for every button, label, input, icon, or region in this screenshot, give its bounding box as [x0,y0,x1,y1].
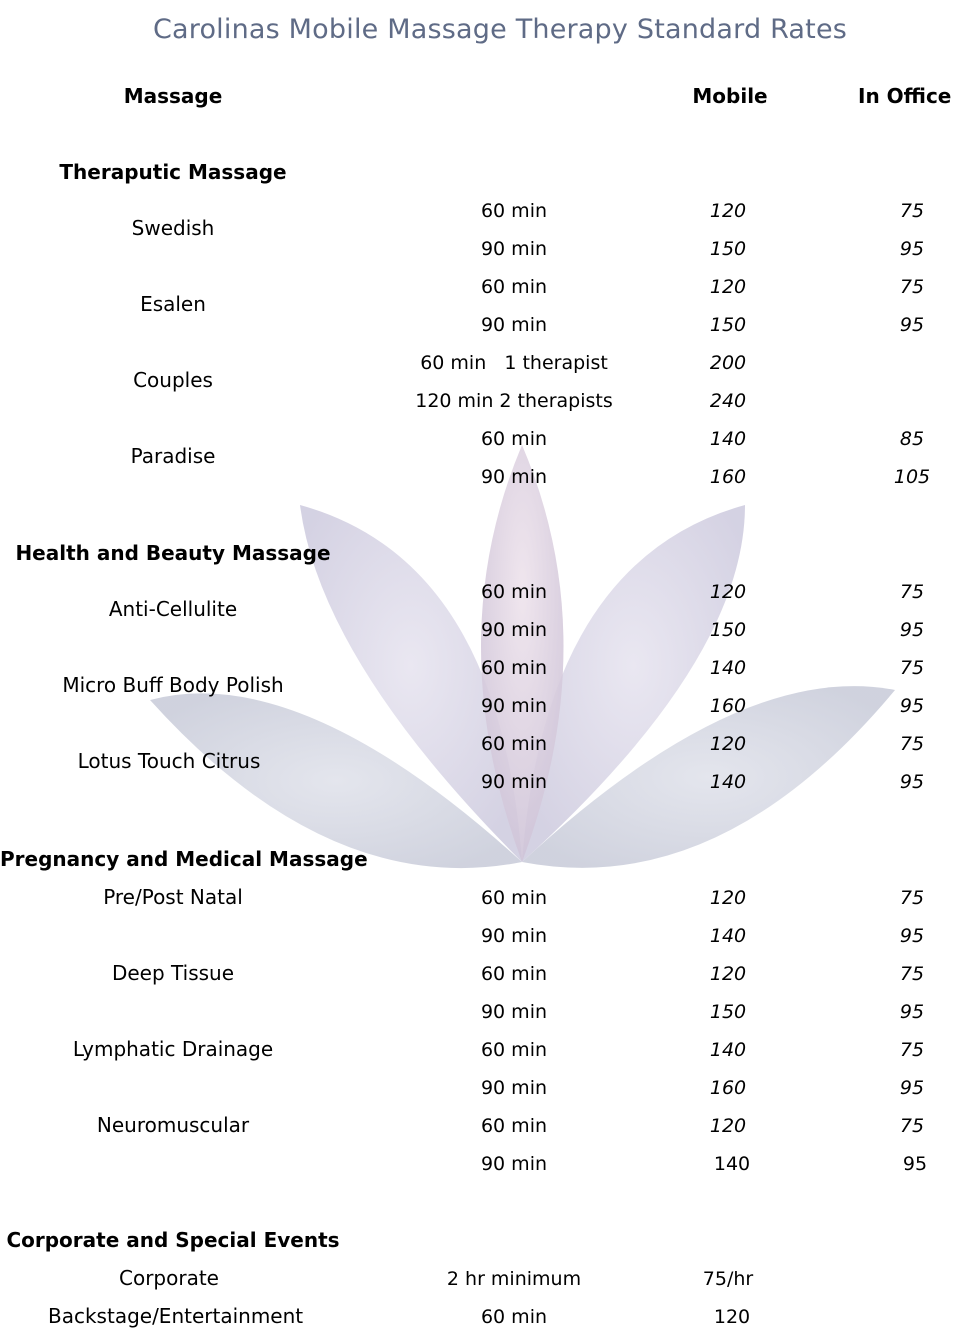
rate-row [0,725,960,763]
duration: 60 min [480,1306,548,1328]
duration: 60 min [480,1115,548,1137]
rate-row [0,649,960,687]
rate-row [0,993,960,1031]
mobile-price: 140 [709,428,747,450]
mobile-price: 75/hr [702,1268,754,1290]
duration: 60 min [480,963,548,985]
service-name: Swedish [131,216,215,240]
office-price: 75 [899,1115,925,1137]
mobile-price: 150 [709,1001,747,1023]
rate-row [0,268,960,306]
mobile-price: 160 [709,466,747,488]
service-name: Micro Buff Body Polish [62,673,284,697]
office-price: 95 [899,1077,925,1099]
office-price: 75 [899,1039,925,1061]
duration: 90 min [480,1153,548,1175]
duration: 60 min [480,733,548,755]
office-price: 75 [899,276,925,298]
mobile-price: 120 [709,200,747,222]
duration: 60 min [480,657,548,679]
office-price: 75 [899,581,925,603]
section-title: Pregnancy and Medical Massage [0,847,368,871]
duration: 90 min [480,238,548,260]
service-name: Lotus Touch Citrus [77,749,261,773]
mobile-price: 140 [709,657,747,679]
section-title: Health and Beauty Massage [15,541,331,565]
duration: 60 min [480,1039,548,1061]
rate-row [0,917,960,955]
duration: 60 min [480,276,548,298]
rate-row [0,1069,960,1107]
rate-row [0,458,960,496]
mobile-price: 140 [709,771,747,793]
office-price: 95 [899,314,925,336]
duration: 90 min [480,314,548,336]
duration: 90 min [480,1001,548,1023]
duration: 90 min [480,1077,548,1099]
rate-row [0,955,960,993]
duration: 60 min [480,887,548,909]
duration: 60 min [480,428,548,450]
service-name: Couples [133,368,213,392]
duration: 90 min [480,466,548,488]
duration: 90 min [480,771,548,793]
mobile-price: 140 [709,1039,747,1061]
mobile-price: 160 [709,1077,747,1099]
mobile-price: 120 [709,276,747,298]
office-price: 75 [899,657,925,679]
office-price: 95 [899,925,925,947]
rate-row [0,192,960,230]
office-price: 75 [899,733,925,755]
service-name: Backstage/Entertainment [48,1304,304,1328]
office-price: 95 [902,1153,928,1175]
mobile-price: 150 [709,619,747,641]
office-price: 95 [899,238,925,260]
rate-row [0,1107,960,1145]
mobile-price: 160 [709,695,747,717]
office-price: 95 [899,619,925,641]
mobile-price: 140 [713,1153,751,1175]
mobile-price: 120 [709,1115,747,1137]
service-name: Lymphatic Drainage [72,1037,274,1061]
service-name: Neuromuscular [96,1113,250,1137]
mobile-price: 120 [709,733,747,755]
page-title: Carolinas Mobile Massage Therapy Standard Rates [152,14,848,45]
rate-row [0,420,960,458]
column-header-in-office: In Office [858,84,952,108]
service-name: Corporate [119,1266,219,1290]
rate-row [0,1298,960,1336]
duration: 90 min [480,619,548,641]
office-price: 85 [899,428,925,450]
rate-row [0,879,960,917]
column-header-mobile: Mobile [692,84,768,108]
mobile-price: 240 [709,390,747,412]
mobile-price: 140 [709,925,747,947]
rate-row [0,611,960,649]
rate-row [0,382,960,420]
mobile-price: 120 [709,963,747,985]
mobile-price: 150 [709,314,747,336]
office-price: 75 [899,887,925,909]
duration: 60 min 1 therapist [420,352,608,374]
duration: 60 min [480,581,548,603]
mobile-price: 150 [709,238,747,260]
section-title: Theraputic Massage [59,160,287,184]
office-price: 95 [899,695,925,717]
rate-row [0,687,960,725]
service-name: Deep Tissue [111,961,235,985]
service-name: Esalen [140,292,206,316]
duration: 90 min [480,925,548,947]
office-price: 75 [899,963,925,985]
mobile-price: 200 [709,352,747,374]
rate-row [0,1260,960,1298]
office-price: 95 [899,1001,925,1023]
mobile-price: 120 [709,581,747,603]
rate-row [0,573,960,611]
office-price: 95 [899,771,925,793]
duration: 120 min 2 therapists [415,390,613,412]
mobile-price: 120 [713,1306,751,1328]
service-name: Paradise [130,444,216,468]
service-name: Anti-Cellulite [108,597,238,621]
duration: 2 hr minimum [446,1268,582,1290]
section-title: Corporate and Special Events [6,1228,340,1252]
column-header-massage: Massage [123,84,223,108]
rate-row [0,1031,960,1069]
rate-row [0,344,960,382]
office-price: 75 [899,200,925,222]
rate-row [0,230,960,268]
rate-row [0,1145,960,1183]
duration: 60 min [480,200,548,222]
service-name: Pre/Post Natal [103,885,243,909]
mobile-price: 120 [709,887,747,909]
rate-row [0,763,960,801]
rate-row [0,306,960,344]
office-price: 105 [893,466,931,488]
duration: 90 min [480,695,548,717]
